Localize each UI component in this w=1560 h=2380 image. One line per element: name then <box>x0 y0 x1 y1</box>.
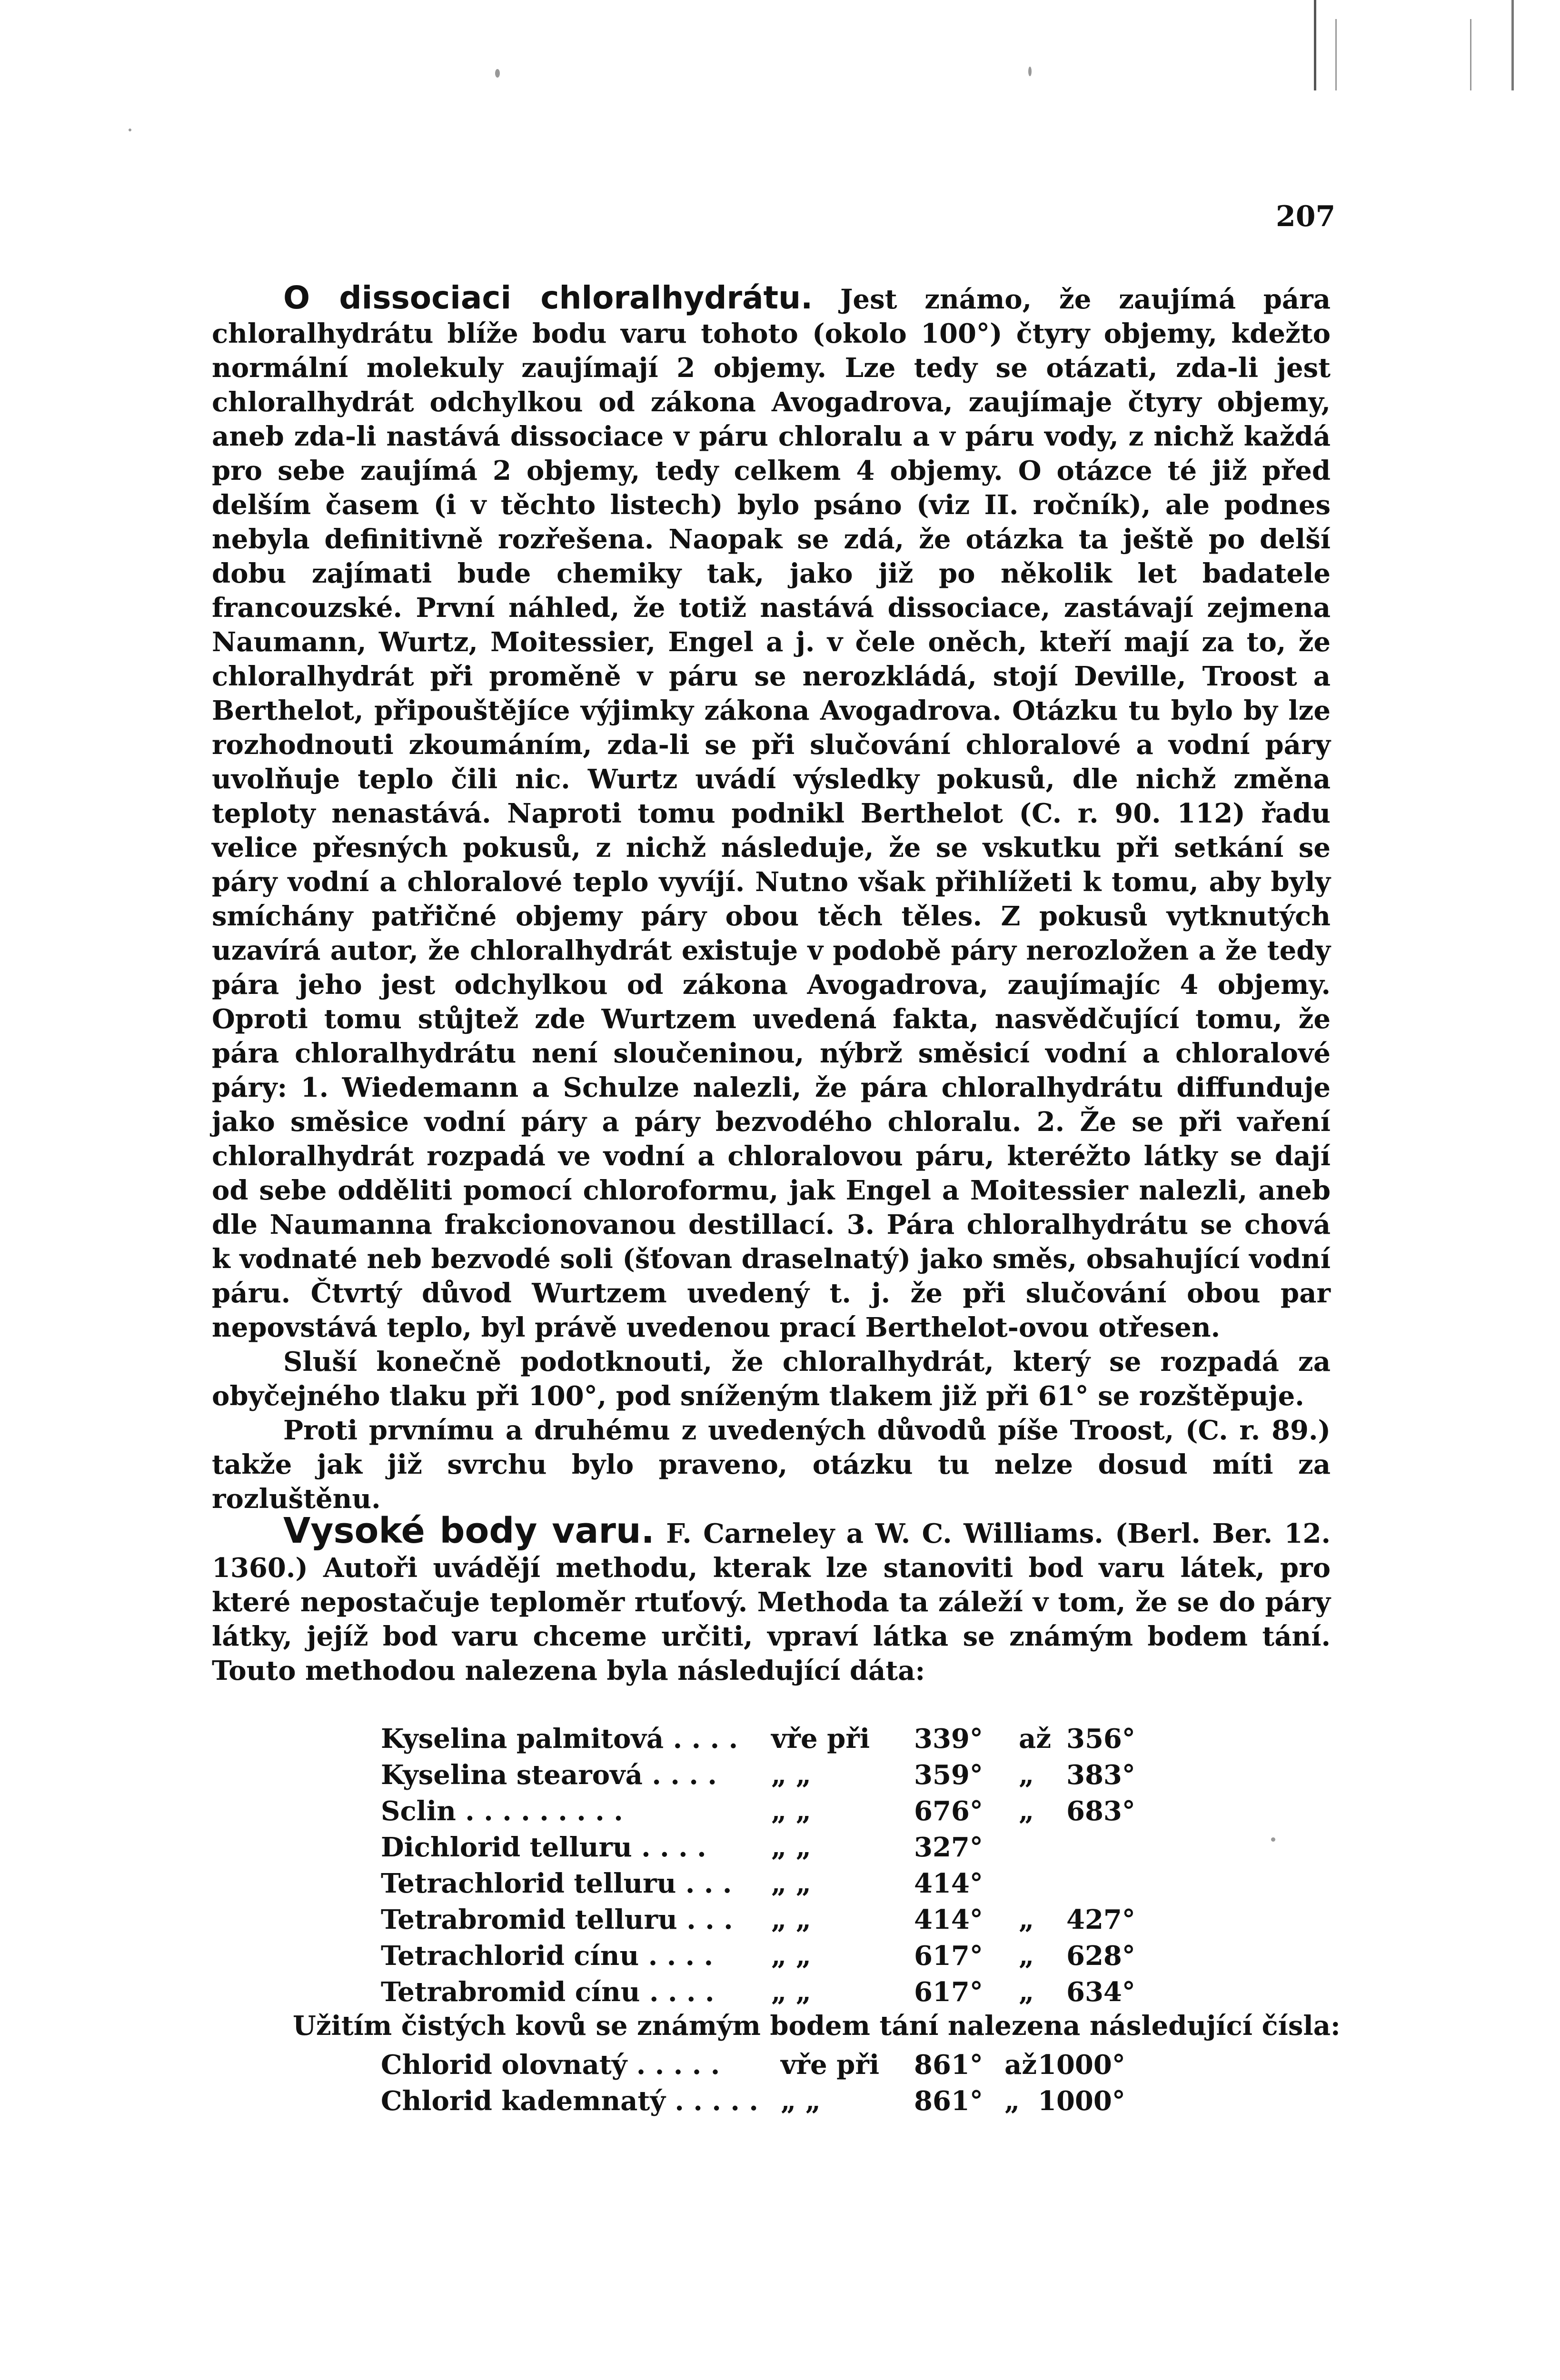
range-connector: „ <box>1019 1940 1034 1972</box>
temp-to <box>1066 1865 1185 1902</box>
temp-to: 1000° <box>1038 2049 1125 2081</box>
range-connector: „ <box>1019 1904 1034 1935</box>
table-row <box>381 1865 1185 1902</box>
substance-name: Kyselina stearová . . . . <box>381 1759 717 1791</box>
substance-name: Tetrachlorid cínu . . . . <box>381 1940 714 1972</box>
range-connector <box>1019 1829 1066 1865</box>
temp-from: 327° <box>914 1832 983 1863</box>
section1-paragraph2: Sluší konečně podotknouti, že chloralhydrát, který se rozpadá za obyčejného tlaku při 100°, pod sníženým tlakem již při 61° se rozštěpuje. <box>212 1346 1331 1412</box>
table-row <box>381 1721 1185 1757</box>
temp-to: 634° <box>1066 1976 1135 2008</box>
section2-paragraph <box>212 1510 1331 1688</box>
temp-from: 339° <box>914 1723 983 1755</box>
page-number: 207 <box>1276 200 1336 233</box>
section2-heading: Vysoké body varu. <box>283 1510 655 1551</box>
metal-chlorides-table <box>381 2047 1157 2119</box>
substance-name: Dichlorid telluru . . . . <box>381 1832 706 1863</box>
section1-heading: O dissociaci chloralhydrátu. <box>283 279 813 316</box>
section-dissociation <box>212 281 1331 1516</box>
section1-body: Jest známo, že zaujímá pára chloralhydrátu blíže bodu varu tohoto (okolo 100°) čtyry objemy, kdežto normální molekuly zaujímají 2 objemy. Lze tedy se otázati, zda-li jest chloralhydrát odchylkou od zákona Avogadrova, zaujímaje čtyry objemy, aneb zda-li nastává dissociace v páru chloralu a v páru vody, z nichž každá pro sebe zaujímá 2 objemy, tedy celkem 4 objemy. O otázce té již před delším časem (i v těchto listech) bylo psáno (viz II. ročník), ale podnes nebyla definitivně rozřešena. Naopak se zdá, že otázka ta ještě po delší dobu zajímati bude chemiky tak, jako již po několik let badatele francouzské. První náhled, že totiž nastává dissociace, zastávají zejmena Naumann, Wurtz, Moitessier, Engel a j. v čele oněch, kteří mají za to, že chloralhydrát při proměně v páru se nerozkládá, stojí Deville, Troost a Berthelot, připouštějíce výjimky zákona Avogadrova. Otázku tu bylo by lze rozhodnouti zkoumáním, zda-li se při slučování chloralové a vodní páry uvolňuje teplo čili nic. Wurtz uvádí výsledky pokusů, dle nichž změna teploty nenastává. Naproti tomu podnikl Berthelot (C. r. 90. 112) řadu velice přesných pokusů, z nichž následuje, že se vskutku při setkání se páry vodní a chloralové teplo vyvíjí. Nutno však přihlížeti k tomu, aby byly smíchány patřičné objemy páry obou těch těles. Z pokusů vytknutých uzavírá autor, že chloralhydrát existuje v podobě páry nerozložen a že tedy pára jeho jest odchylkou od zákona Avogadrova, zaujímajíc 4 objemy. Oproti tomu stůjtež zde Wurtzem uvedená fakta, nasvědčující tomu, že pára chloralhydrátu není sloučeninou, nýbrž směsicí vodní a chloralové páry: 1. Wiedemann a Schulze nalezli, že pára chloralhydrátu diffunduje jako směsice vodní páry a páry bezvodého chloralu. 2. Že se při vaření chloralhydrát rozpadá ve vodní a chloralovou páru, kteréžto látky se dají od sebe odděliti pomocí chloroformu, jak Engel a Moitessier nalezli, aneb dle Naumanna frakcionovanou destillací. 3. Pára chloralhydrátu se chová k vodnaté neb bezvodé soli (šťovan draselnatý) jako směs, obsahující vodní páru. Čtvrtý důvod Wurtzem uvedený t. j. že při slučování obou par nepovstává teplo, byl právě uvedenou prací Berthelot-ovou otřesen. <box>212 284 1331 1343</box>
boils-at-label: vře při <box>771 1723 870 1755</box>
table-row <box>381 2047 1157 2083</box>
scan-speck <box>1271 1837 1275 1842</box>
boils-at-label: „ „ <box>771 1868 811 1899</box>
temp-to: 427° <box>1066 1904 1135 1935</box>
boils-at-label: „ „ <box>781 2085 821 2117</box>
range-connector: „ <box>1004 2085 1020 2117</box>
section1-paragraph3: Proti prvnímu a druhému z uvedených důvodů píše Troost, (C. r. 89.) takže jak již svrchu bylo praveno, otázku tu nelze dosud míti za rozluštěnu. <box>212 1415 1331 1515</box>
range-connector: „ <box>1019 1795 1034 1827</box>
temp-to <box>1066 1829 1185 1865</box>
table-row <box>381 1793 1185 1829</box>
range-connector: „ <box>1019 1976 1034 2008</box>
boils-at-label: „ „ <box>771 1940 811 1972</box>
temp-from: 861° <box>914 2085 983 2117</box>
table-row <box>381 2083 1157 2119</box>
boils-at-label: „ „ <box>771 1976 811 2008</box>
temp-to: 628° <box>1066 1940 1135 1972</box>
boils-at-label: „ „ <box>771 1795 811 1827</box>
boils-at-label: „ „ <box>771 1832 811 1863</box>
range-connector <box>1019 1865 1066 1902</box>
temp-from: 676° <box>914 1795 983 1827</box>
range-connector: až <box>1019 1723 1052 1755</box>
temp-to: 383° <box>1066 1759 1135 1791</box>
substance-name: Tetrachlorid telluru . . . <box>381 1868 732 1899</box>
boils-at-label: vře při <box>781 2049 880 2081</box>
table-row <box>381 1757 1185 1793</box>
section2-body: F. Carneley a W. C. Williams. (Berl. Ber. 12. 1360.) Autoři uvádějí methodu, kterak lze stanoviti bod varu látek, pro které nepostačuje teploměr rtuťový. Methoda ta záleží v tom, že se do páry látky, jejíž bod varu chceme určiti, vpraví látka se známým bodem tání. Touto methodou nalezena byla následující dáta: <box>212 1518 1331 1686</box>
temp-from: 414° <box>914 1868 983 1899</box>
substance-name: Tetrabromid cínu . . . . <box>381 1976 715 2008</box>
substance-name: Kyselina palmitová . . . . <box>381 1723 738 1755</box>
temp-from: 359° <box>914 1759 983 1791</box>
temp-to: 1000° <box>1038 2085 1125 2117</box>
metals-intro-line: Užitím čistých kovů se známým bodem tání nalezena následující čísla: <box>293 2010 1341 2042</box>
temp-from: 861° <box>914 2049 983 2081</box>
range-connector: „ <box>1019 1759 1034 1791</box>
table-row <box>381 1829 1185 1865</box>
page-corner-frame <box>1314 0 1514 90</box>
scan-speck <box>495 69 500 78</box>
range-connector: až <box>1004 2049 1037 2081</box>
table-row <box>381 1902 1185 1938</box>
boils-at-label: „ „ <box>771 1759 811 1791</box>
section1-paragraph1 <box>212 281 1331 1345</box>
substance-name: Chlorid olovnatý . . . . . <box>381 2049 720 2081</box>
boils-at-label: „ „ <box>771 1904 811 1935</box>
temp-from: 414° <box>914 1904 983 1935</box>
temp-from: 617° <box>914 1976 983 2008</box>
substance-name: Tetrabromid telluru . . . <box>381 1904 733 1935</box>
substance-name: Sclin . . . . . . . . . <box>381 1795 623 1827</box>
temp-to: 683° <box>1066 1795 1135 1827</box>
substance-name: Chlorid kademnatý . . . . . <box>381 2085 758 2117</box>
boiling-points-table <box>381 1721 1185 2010</box>
temp-to: 356° <box>1066 1723 1135 1755</box>
temp-from: 617° <box>914 1940 983 1972</box>
table-row <box>381 1938 1185 1974</box>
table-row <box>381 1974 1185 2010</box>
section-high-boiling-points <box>212 1510 1331 1688</box>
scan-speck <box>1028 67 1032 76</box>
scan-speck <box>129 129 131 131</box>
